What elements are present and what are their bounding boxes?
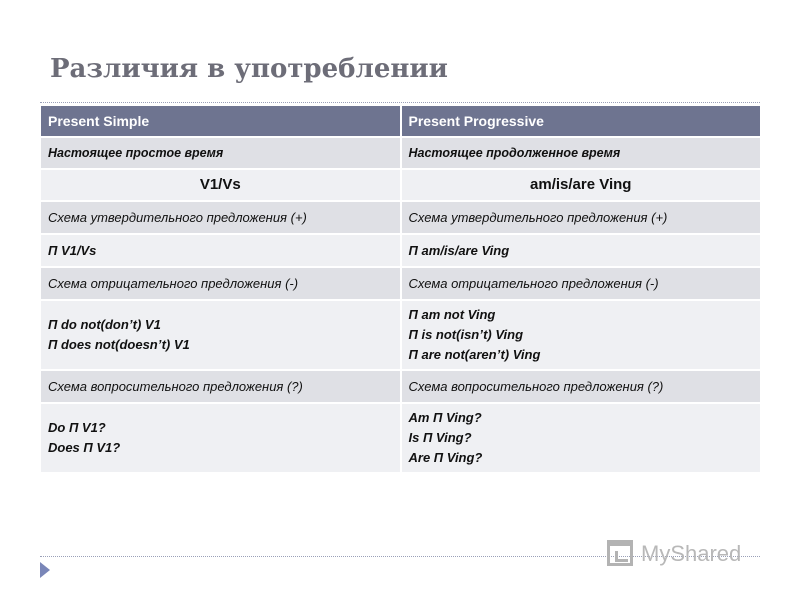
cell-text: Схема утвердительного предложения (+)	[408, 209, 668, 225]
cell-text: П does not(doesn’t) V1	[48, 337, 190, 352]
table-row	[41, 370, 760, 403]
cell-text: Схема отрицательного предложения (-)	[408, 275, 659, 291]
table-row	[41, 169, 760, 201]
cell-text: am/is/are Ving	[530, 176, 632, 193]
cell-present-simple	[41, 201, 401, 234]
slide-title: Различия в употреблении	[50, 54, 448, 84]
header-present-progressive: Present Progressive	[401, 106, 761, 137]
cell-present-progressive	[401, 137, 761, 169]
header-present-simple: Present Simple	[41, 106, 401, 137]
cell-present-simple	[41, 300, 401, 370]
cell-present-progressive	[401, 234, 761, 267]
cell-text: Is П Ving?	[408, 430, 472, 445]
cell-text: П am/is/are Ving	[408, 242, 510, 258]
cell-text: Настоящее продолженное время	[408, 146, 621, 160]
cell-text: П V1/Vs	[48, 242, 97, 258]
cell-present-progressive	[401, 267, 761, 300]
cell-present-progressive	[401, 403, 761, 473]
cell-text: П is not(isn’t) Ving	[408, 327, 524, 342]
logo-text: MyShared	[641, 541, 742, 566]
cell-text: Do П V1?	[48, 420, 106, 435]
cell-present-progressive	[401, 201, 761, 234]
cell-text: Схема вопросительного предложения (?)	[48, 378, 303, 394]
table-row	[41, 267, 760, 300]
top-divider	[40, 102, 760, 103]
table-row	[41, 234, 760, 267]
cell-present-progressive	[401, 370, 761, 403]
table-row	[41, 300, 760, 370]
table-header-row	[41, 106, 760, 137]
cell-text: Am П Ving?	[408, 410, 482, 425]
table-row	[41, 137, 760, 169]
table-row	[41, 403, 760, 473]
cell-text: Настоящее простое время	[48, 146, 224, 160]
cell-present-progressive	[401, 169, 761, 201]
cell-text: Does П V1?	[48, 440, 121, 455]
cell-present-simple	[41, 169, 401, 201]
cell-text: П am not Ving	[408, 307, 496, 322]
comparison-table	[41, 106, 760, 474]
projector-screen-icon	[607, 540, 633, 566]
cell-text: Схема вопросительного предложения (?)	[408, 378, 664, 394]
cell-present-simple	[41, 403, 401, 473]
myshared-logo	[607, 538, 767, 572]
cell-present-simple	[41, 370, 401, 403]
cell-present-progressive	[401, 300, 761, 370]
table-row	[41, 201, 760, 234]
cell-present-simple	[41, 267, 401, 300]
cell-text: Схема отрицательного предложения (-)	[48, 275, 299, 291]
cell-text: Схема утвердительного предложения (+)	[48, 209, 307, 225]
cell-text: П do not(don’t) V1	[48, 317, 161, 332]
cell-text: П are not(aren’t) Ving	[408, 347, 541, 362]
cell-text: V1/Vs	[199, 176, 241, 193]
cell-present-simple	[41, 137, 401, 169]
cell-present-simple	[41, 234, 401, 267]
slide-arrow-icon	[40, 562, 50, 578]
cell-text: Are П Ving?	[408, 450, 483, 465]
